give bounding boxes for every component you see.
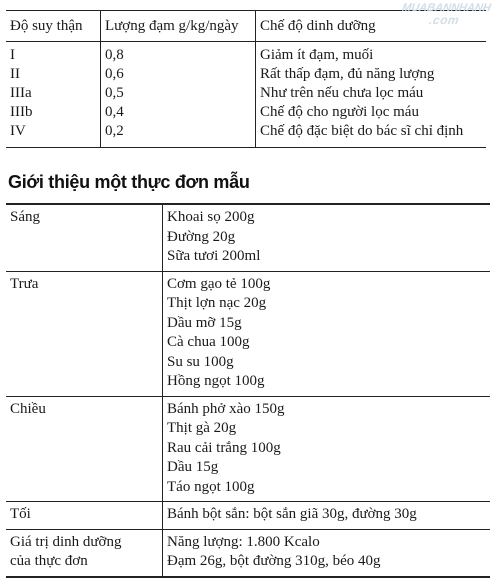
menu-row-breakfast [6, 204, 490, 271]
food-item: Thịt lợn nạc 20g [167, 295, 267, 311]
diet-cell: Giảm ít đạm, muối [256, 42, 487, 66]
food-item: Đường 20g [167, 228, 236, 245]
menu-row-afternoon [6, 396, 490, 502]
protein-cell: 0,6 [101, 65, 256, 84]
header-kidney-stage: Độ suy thận [6, 11, 101, 42]
food-item: Sữa tươi 200ml [167, 248, 261, 264]
meal-label-line: của thực đơn [10, 553, 88, 569]
table-row [6, 65, 486, 84]
table-row [6, 122, 486, 148]
sample-menu-table [6, 203, 490, 578]
food-item: Thịt gà 20g [167, 420, 237, 436]
table-row [6, 42, 486, 66]
nutrition-item: Đạm 26g, bột đường 310g, béo 40g [167, 553, 381, 569]
header-protein-amount: Lượng đạm g/kg/ngày [101, 11, 256, 42]
table-row [6, 103, 486, 122]
diet-cell: Rất thấp đạm, đủ năng lượng [256, 65, 487, 84]
stage-cell: I [10, 47, 15, 63]
meal-label [6, 529, 163, 577]
protein-cell: 0,5 [101, 84, 256, 103]
protein-cell: 0,2 [101, 122, 256, 148]
kidney-stage-table [6, 10, 486, 148]
food-item: Bánh bột sắn: bột sắn giã 30g, đường 30g [167, 506, 417, 522]
meal-items [163, 396, 491, 502]
food-item: Rau cải trắng 100g [167, 439, 281, 456]
food-item: Cà chua 100g [167, 334, 250, 350]
food-item: Bánh phở xào 150g [167, 400, 285, 417]
meal-label: Trưa [6, 271, 163, 396]
food-item: Su su 100g [167, 353, 234, 370]
stage-cell: II [10, 66, 20, 82]
meal-label: Chiều [6, 396, 163, 502]
protein-cell: 0,4 [101, 103, 256, 122]
meal-items [163, 502, 491, 530]
diet-cell: Như trên nếu chưa lọc máu [256, 84, 487, 103]
food-item: Dầu mỡ 15g [167, 314, 242, 331]
meal-label-line: Giá trị dinh dưỡng [10, 533, 122, 550]
menu-row-nutrition [6, 529, 490, 577]
food-item: Táo ngọt 100g [167, 478, 255, 495]
table-row [6, 84, 486, 103]
food-item: Khoai sọ 200g [167, 209, 255, 225]
menu-row-dinner [6, 502, 490, 530]
stage-cell: IIIa [10, 85, 32, 101]
stage-cell: IV [6, 122, 101, 148]
nutrition-item: Năng lượng: 1.800 Kcalo [167, 533, 320, 550]
meal-items [163, 204, 491, 271]
meal-label: Sáng [6, 204, 163, 271]
meal-label: Tối [6, 502, 163, 530]
table-header-row [6, 11, 486, 42]
menu-section-title: Giới thiệu một thực đơn mẫu [8, 172, 250, 192]
meal-items [163, 529, 491, 577]
watermark-line-1: MUABANNHANH [401, 2, 492, 14]
diet-cell: Chế độ đặc biệt do bác sĩ chỉ định [256, 122, 487, 148]
menu-row-lunch [6, 271, 490, 396]
food-item: Hồng ngọt 100g [167, 373, 265, 389]
protein-cell: 0,8 [101, 42, 256, 66]
food-item: Cơm gạo tẻ 100g [167, 275, 271, 292]
food-item: Dầu 15g [167, 459, 219, 475]
diet-cell: Chế độ cho người lọc máu [256, 103, 487, 122]
header-diet: Chế độ dinh dưỡng [256, 11, 487, 42]
watermark-line-2: .com [428, 13, 461, 27]
stage-cell: IIIb [10, 104, 33, 120]
meal-items [163, 271, 491, 396]
